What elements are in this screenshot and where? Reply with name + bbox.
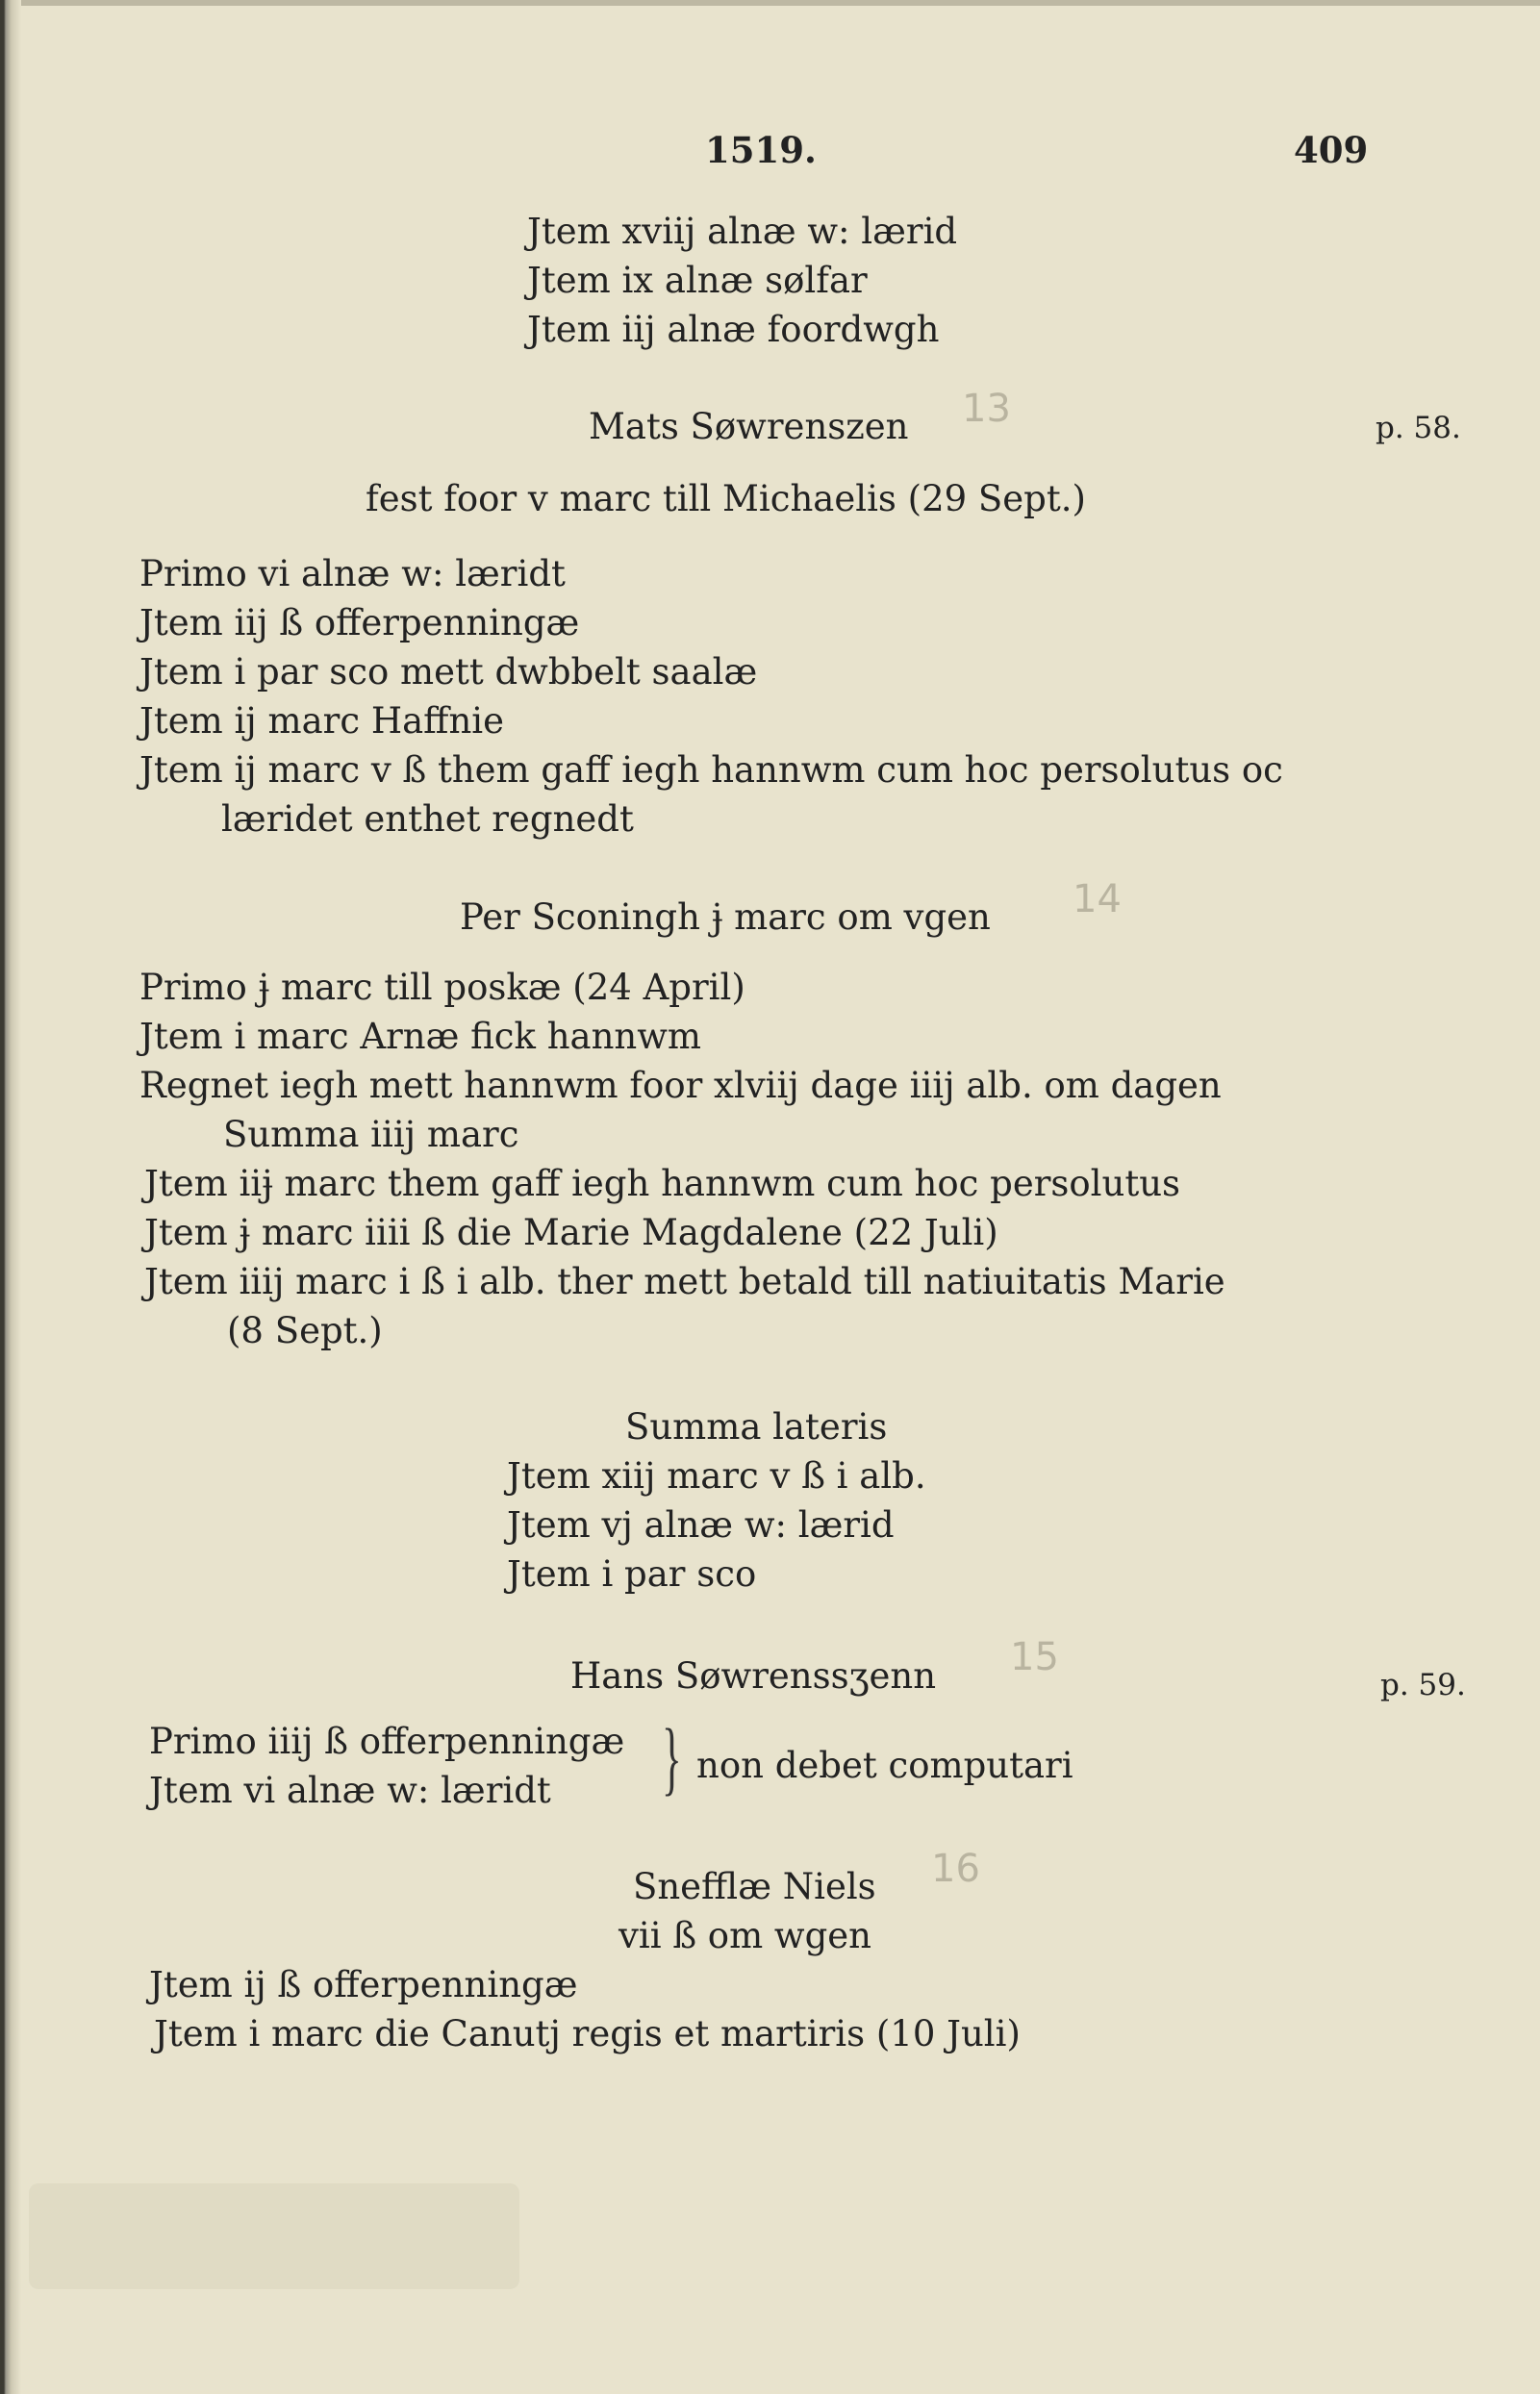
entry-line: Jtem vi alnæ w: læridt xyxy=(149,1770,551,1811)
pencil-number: 16 xyxy=(931,1847,980,1891)
margin-folio-ref: p. 58. xyxy=(1376,411,1461,445)
entry-line: Jtem iiij marc i ß i alb. ther mett betald till natiuitatis Marie xyxy=(144,1261,1225,1302)
margin-folio-ref: p. 59. xyxy=(1380,1668,1466,1702)
pencil-number: 14 xyxy=(1073,877,1122,921)
entry-line: Jtem ɉ marc iiii ß die Marie Magdalene (22 Juli) xyxy=(144,1212,998,1253)
section-subline: vii ß om wgen xyxy=(619,1915,872,1956)
binding-edge xyxy=(0,0,21,2394)
entry-line-continued: (8 Sept.) xyxy=(227,1310,383,1351)
page-top-edge xyxy=(0,0,1540,6)
section-heading-hans: Hans Søwrenssʒenn xyxy=(570,1655,937,1697)
summa-line: Jtem vj alnæ w: lærid xyxy=(507,1504,895,1546)
paper-stain xyxy=(29,2183,519,2289)
summa-line: Jtem xiij marc v ß i alb. xyxy=(507,1455,926,1497)
entry-line: Jtem ix alnæ sølfar xyxy=(527,260,868,301)
running-head-year: 1519. xyxy=(705,129,817,171)
section-intro: fest foor v marc till Michaelis (29 Sept.) xyxy=(366,478,1086,519)
pencil-number: 13 xyxy=(962,387,1011,431)
entry-line: Jtem iij ß offerpenningæ xyxy=(139,602,580,643)
pencil-number: 15 xyxy=(1010,1635,1059,1679)
summa-line: Jtem i par sco xyxy=(507,1553,757,1595)
section-heading-mats: Mats Søwrenszen xyxy=(589,406,909,447)
entry-line: Jtem i marc die Canutj regis et martiris (10 Juli) xyxy=(154,2013,1021,2054)
entry-line: Jtem iij alnæ foordwgh xyxy=(527,309,940,350)
entry-line: Jtem i par sco mett dwbbelt saalæ xyxy=(139,651,758,693)
entry-line: Jtem ij ß offerpenningæ xyxy=(149,1964,578,2005)
entry-line: Regnet iegh mett hannwm foor xlviij dage iiij alb. om dagen xyxy=(139,1065,1222,1106)
entry-line-continued: læridet enthet regnedt xyxy=(221,798,634,840)
right-brace: } xyxy=(662,1711,682,1803)
section-heading-per: Per Sconingh ɉ marc om vgen xyxy=(460,896,991,938)
entry-line: Jtem ij marc v ß them gaff iegh hannwm cum hoc persolutus oc xyxy=(139,749,1283,791)
entry-line: Jtem xviij alnæ w: lærid xyxy=(527,211,958,252)
entry-line: Jtem ij marc Haffnie xyxy=(139,700,504,742)
entry-line: Jtem i marc Arnæ fick hannwm xyxy=(139,1016,702,1057)
entry-line: Primo iiij ß offerpenningæ xyxy=(149,1721,625,1762)
entry-line: Primo vi alnæ w: læridt xyxy=(139,553,566,594)
entry-line: Jtem iiɉ marc them gaff iegh hannwm cum hoc persolutus xyxy=(144,1163,1181,1204)
brace-note: non debet computari xyxy=(696,1745,1073,1786)
section-heading-sneff: Snefflæ Niels xyxy=(633,1866,876,1907)
entry-line-continued: Summa iiij marc xyxy=(223,1114,519,1155)
summa-heading: Summa lateris xyxy=(625,1406,888,1448)
page-number: 409 xyxy=(1294,129,1369,171)
entry-line: Primo ɉ marc till poskæ (24 April) xyxy=(139,967,745,1008)
